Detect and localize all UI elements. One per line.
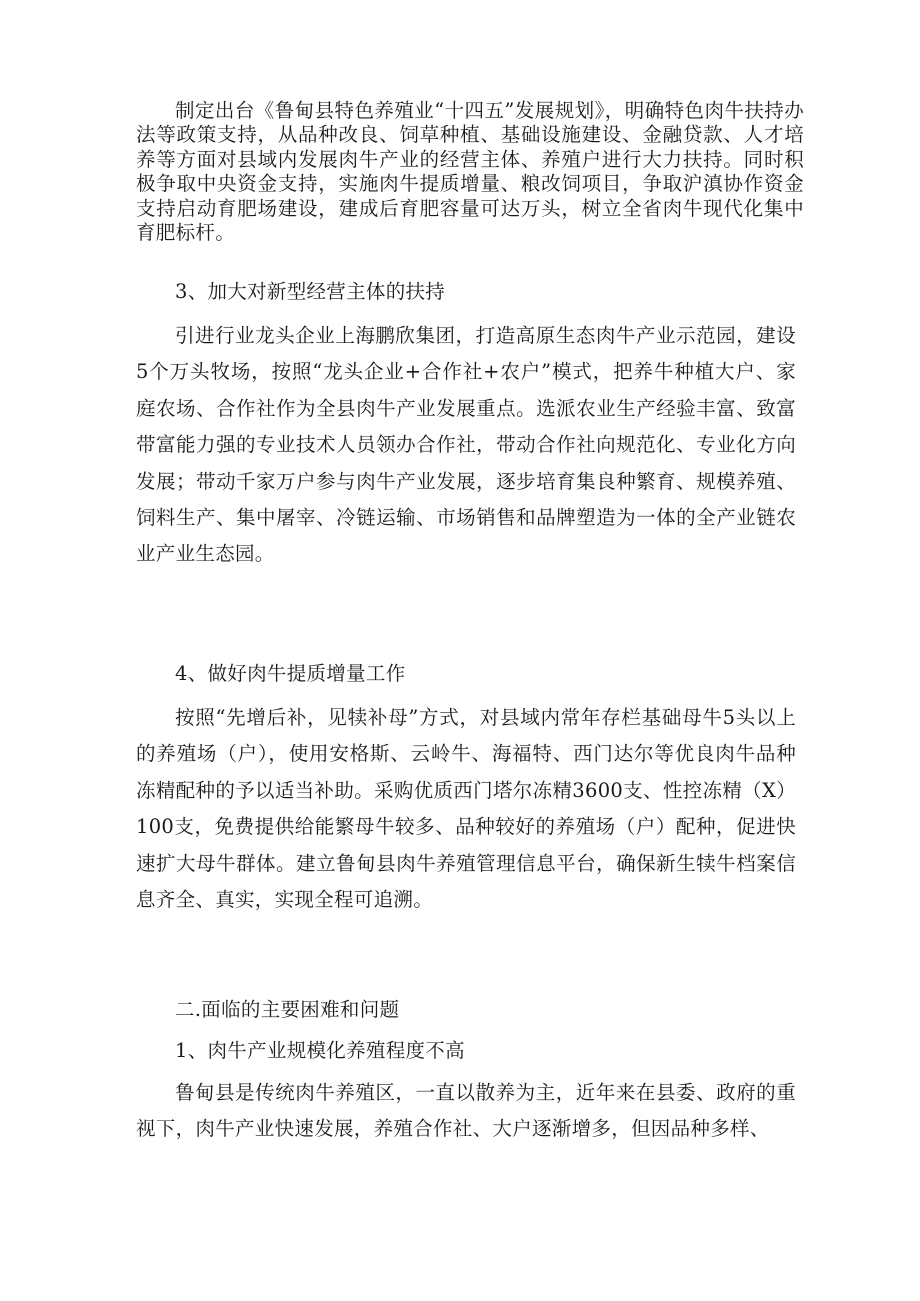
heading-new-business-support: 3、加大对新型经营主体的扶持 [175, 280, 446, 303]
paragraph-policy-support: 制定出台《鲁甸县特色养殖业“十四五”发展规划》，明确特色肉牛扶持办法等政策支持，从品种改良、饲草种植、基础设施建设、金融贷款、人才培养等方面对县域内发展肉牛产业的经营主体、养殖户进行大力扶持。同时积极争取中央资金支持，实施肉牛提质增量、粮改饲项目，争取沪滇协作资金支持启动育肥场建设，建成后育肥容量可达万头，树立全省肉牛现代化集中育肥标杆。 [136, 99, 804, 245]
heading-main-difficulties: 二.面临的主要困难和问题 [175, 998, 400, 1021]
paragraph-traditional-farming: 鲁甸县是传统肉牛养殖区，一直以散养为主，近年来在县委、政府的重视下，肉牛产业快速发展，养殖合作社、大户逐渐增多，但因品种多样、 [136, 1081, 796, 1141]
paragraph-breeding-subsidy: 按照“先增后补，见犊补母”方式，对县域内常年存栏基础母牛5头以上的养殖场（户），使用安格斯、云岭牛、海福特、西门达尔等优良肉牛品种冻精配种的予以适当补助。采购优质西门塔尔冻精3600支、性控冻精（X）100支，免费提供给能繁母牛较多、品种较好的养殖场（户）配种，促进快速扩大母牛群体。建立鲁甸县肉牛养殖管理信息平台，确保新生犊牛档案信息齐全、真实，实现全程可追溯。 [136, 706, 796, 912]
heading-scale-farming: 1、肉牛产业规模化养殖程度不高 [175, 1039, 465, 1062]
heading-quality-improvement: 4、做好肉牛提质增量工作 [175, 662, 406, 685]
paragraph-leading-enterprise: 引进行业龙头企业上海鹏欣集团，打造高原生态肉牛产业示范园，建设5个万头牧场，按照“龙头企业+合作社+农户”模式，把养牛种植大户、家庭农场、合作社作为全县肉牛产业发展重点。选派农业生产经验丰富、致富带富能力强的专业技术人员领办合作社，带动合作社向规范化、专业化方向发展；带动千家万户参与肉牛产业发展，逐步培育集良种繁育、规模养殖、饲料生产、集中屠宰、冷链运输、市场销售和品牌塑造为一体的全产业链农业产业生态园。 [136, 324, 796, 566]
